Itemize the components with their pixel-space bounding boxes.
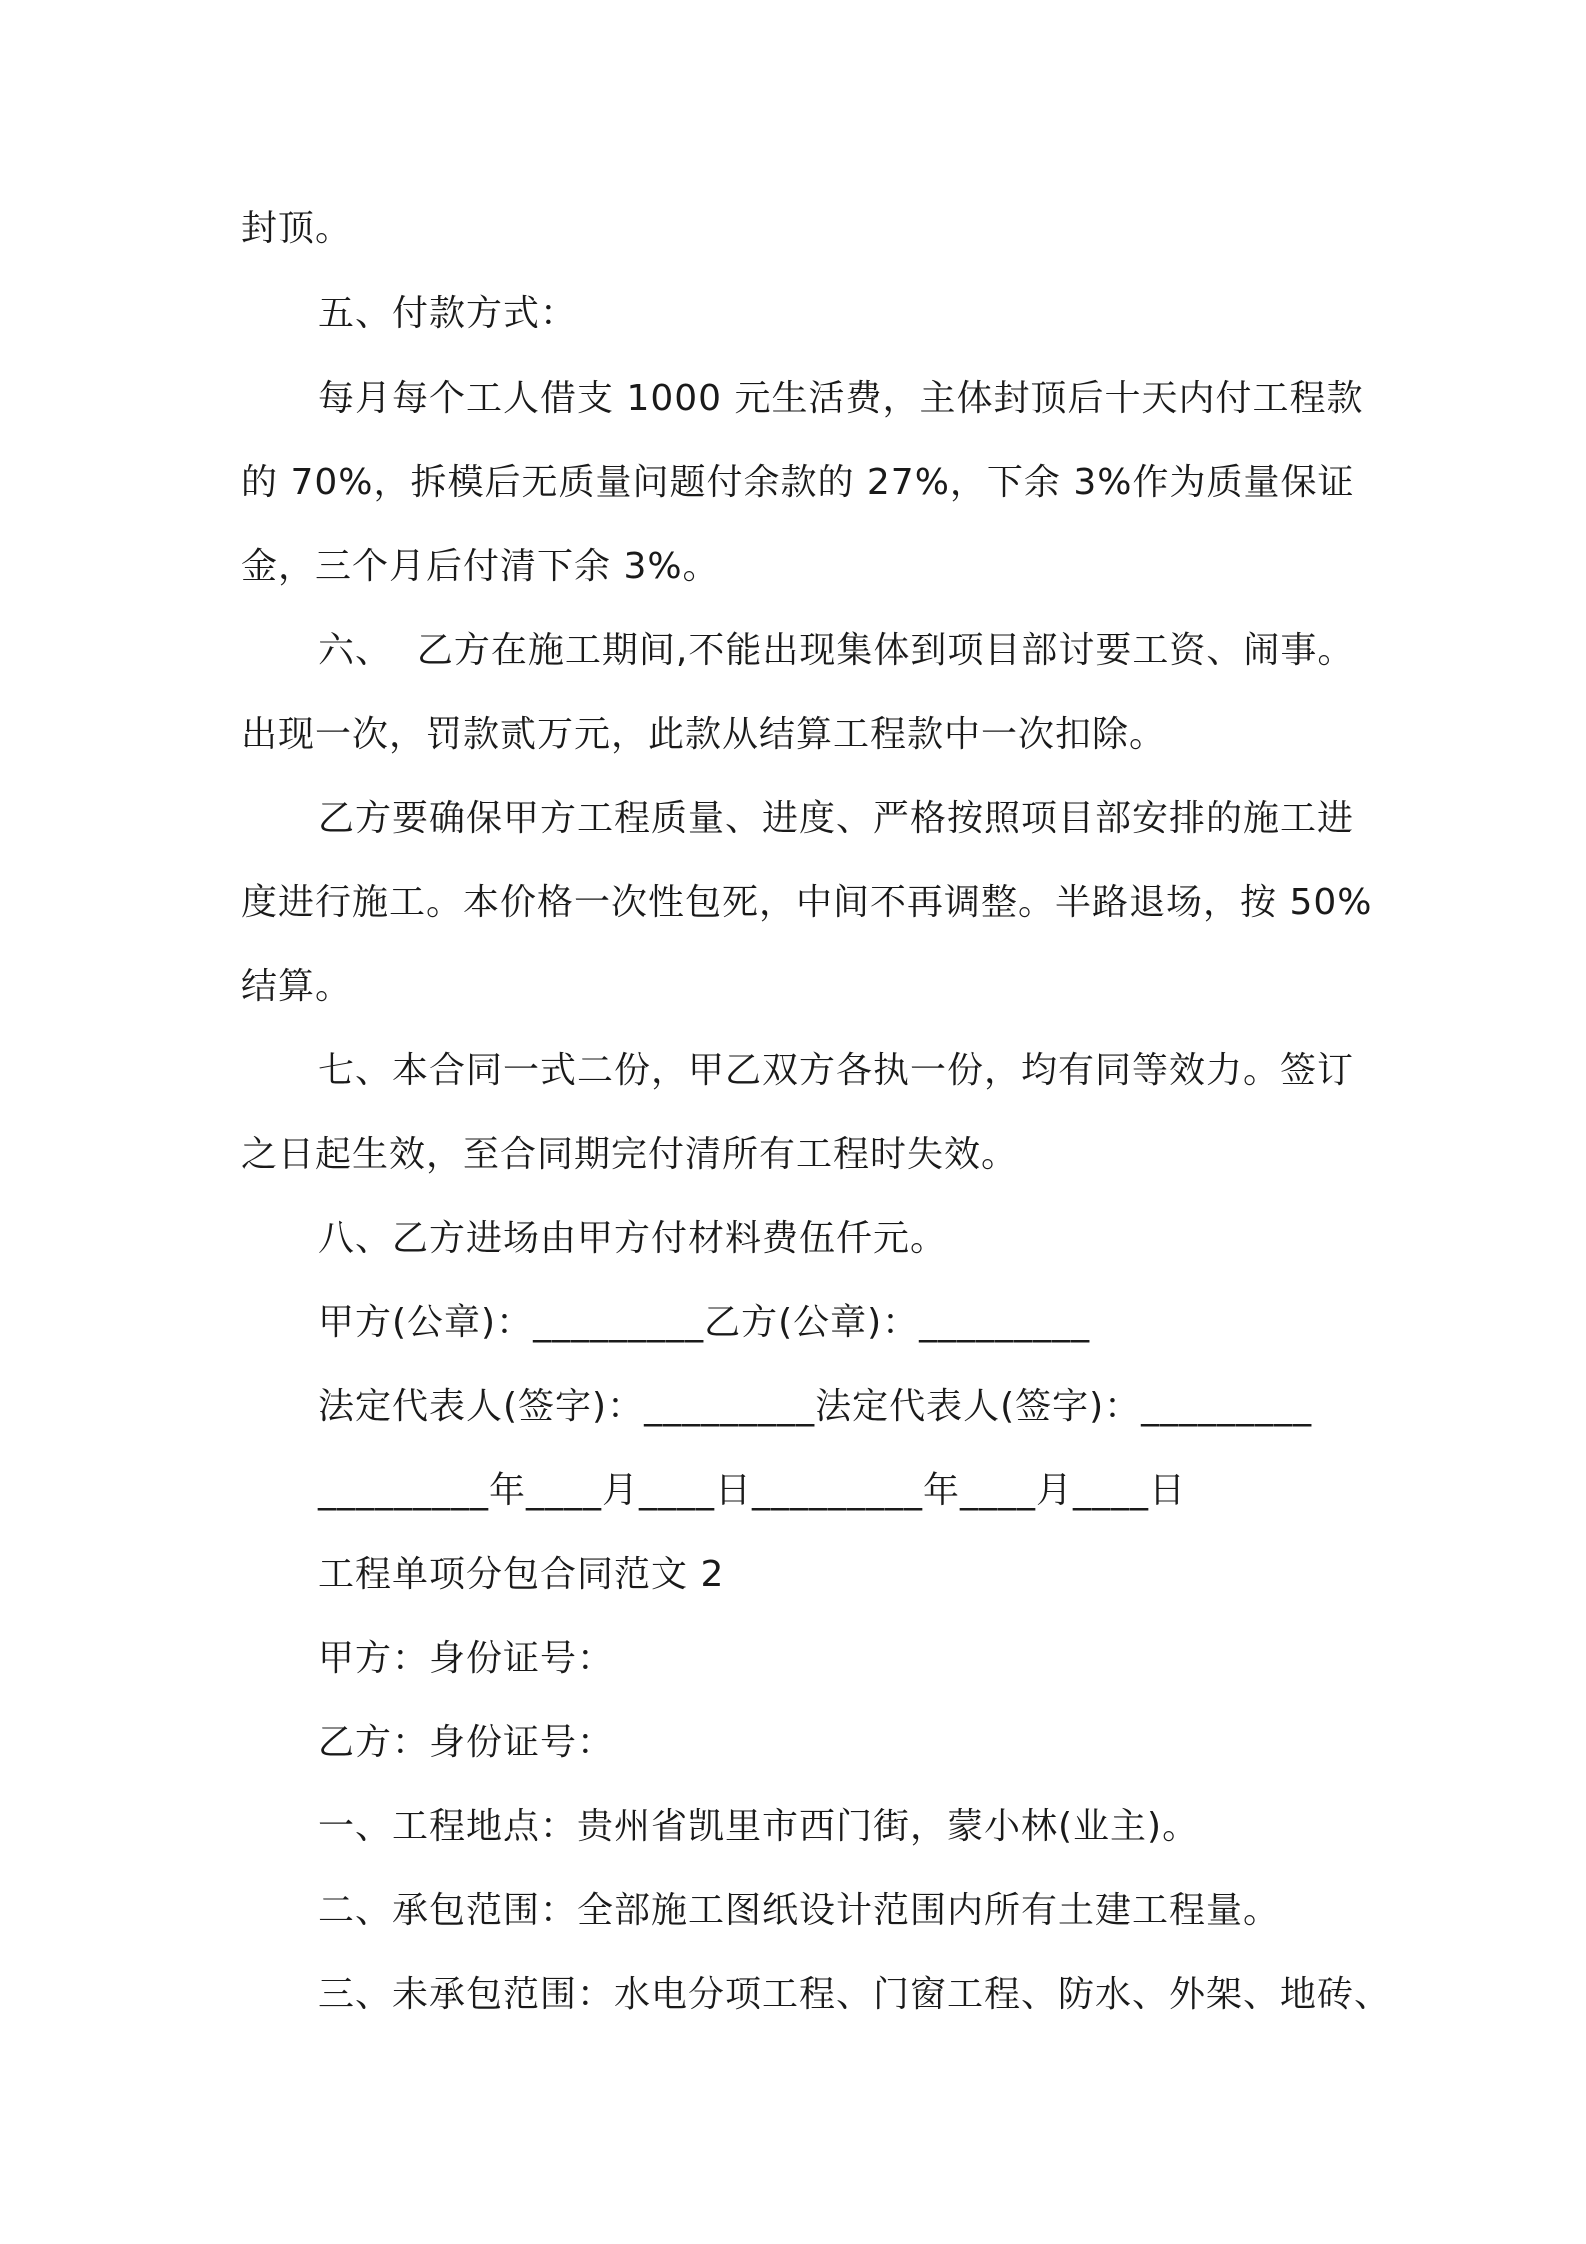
paragraph-line: 三、未承包范围：水电分项工程、门窗工程、防水、外架、地砖、	[318, 1974, 1392, 2015]
signature-line-seals: 甲方(公章)：_________乙方(公章)：_________	[318, 1302, 1091, 1343]
signature-line-representatives: 法定代表人(签字)：_________法定代表人(签字)：_________	[318, 1386, 1313, 1427]
paragraph-line: 二、承包范围：全部施工图纸设计范围内所有土建工程量。	[318, 1890, 1281, 1931]
paragraph-line: 结算。	[241, 966, 353, 1007]
party-b-line: 乙方：身份证号：	[318, 1722, 615, 1763]
document-subtitle: 工程单项分包合同范文 2	[318, 1554, 725, 1595]
paragraph-line: 出现一次，罚款贰万元，此款从结算工程款中一次扣除。	[241, 714, 1167, 755]
paragraph-line: 六、 乙方在施工期间,不能出现集体到项目部讨要工资、闹事。	[318, 630, 1355, 671]
paragraph-line: 每月每个工人借支 1000 元生活费，主体封顶后十天内付工程款	[318, 378, 1364, 419]
paragraph-line: 一、工程地点：贵州省凯里市西门街，蒙小林(业主)。	[318, 1806, 1200, 1847]
paragraph-line: 之日起生效，至合同期完付清所有工程时失效。	[241, 1134, 1019, 1175]
paragraph-line: 度进行施工。本价格一次性包死，中间不再调整。半路退场，按 50%	[241, 882, 1373, 923]
paragraph-line: 乙方要确保甲方工程质量、进度、严格按照项目部安排的施工进	[318, 798, 1355, 839]
signature-line-dates: _________年____月____日_________年____月____日	[318, 1470, 1186, 1511]
paragraph-line: 的 70%，拆模后无质量问题付余款的 27%，下余 3%作为质量保证	[241, 462, 1355, 503]
paragraph-line: 金，三个月后付清下余 3%。	[241, 546, 720, 587]
paragraph-line: 八、乙方进场由甲方付材料费伍仟元。	[318, 1218, 948, 1259]
party-a-line: 甲方：身份证号：	[318, 1638, 615, 1679]
section-heading-payment: 五、付款方式：	[318, 293, 578, 334]
paragraph-line: 七、本合同一式二份，甲乙双方各执一份，均有同等效力。签订	[318, 1050, 1355, 1091]
paragraph-line: 封顶。	[241, 208, 353, 249]
